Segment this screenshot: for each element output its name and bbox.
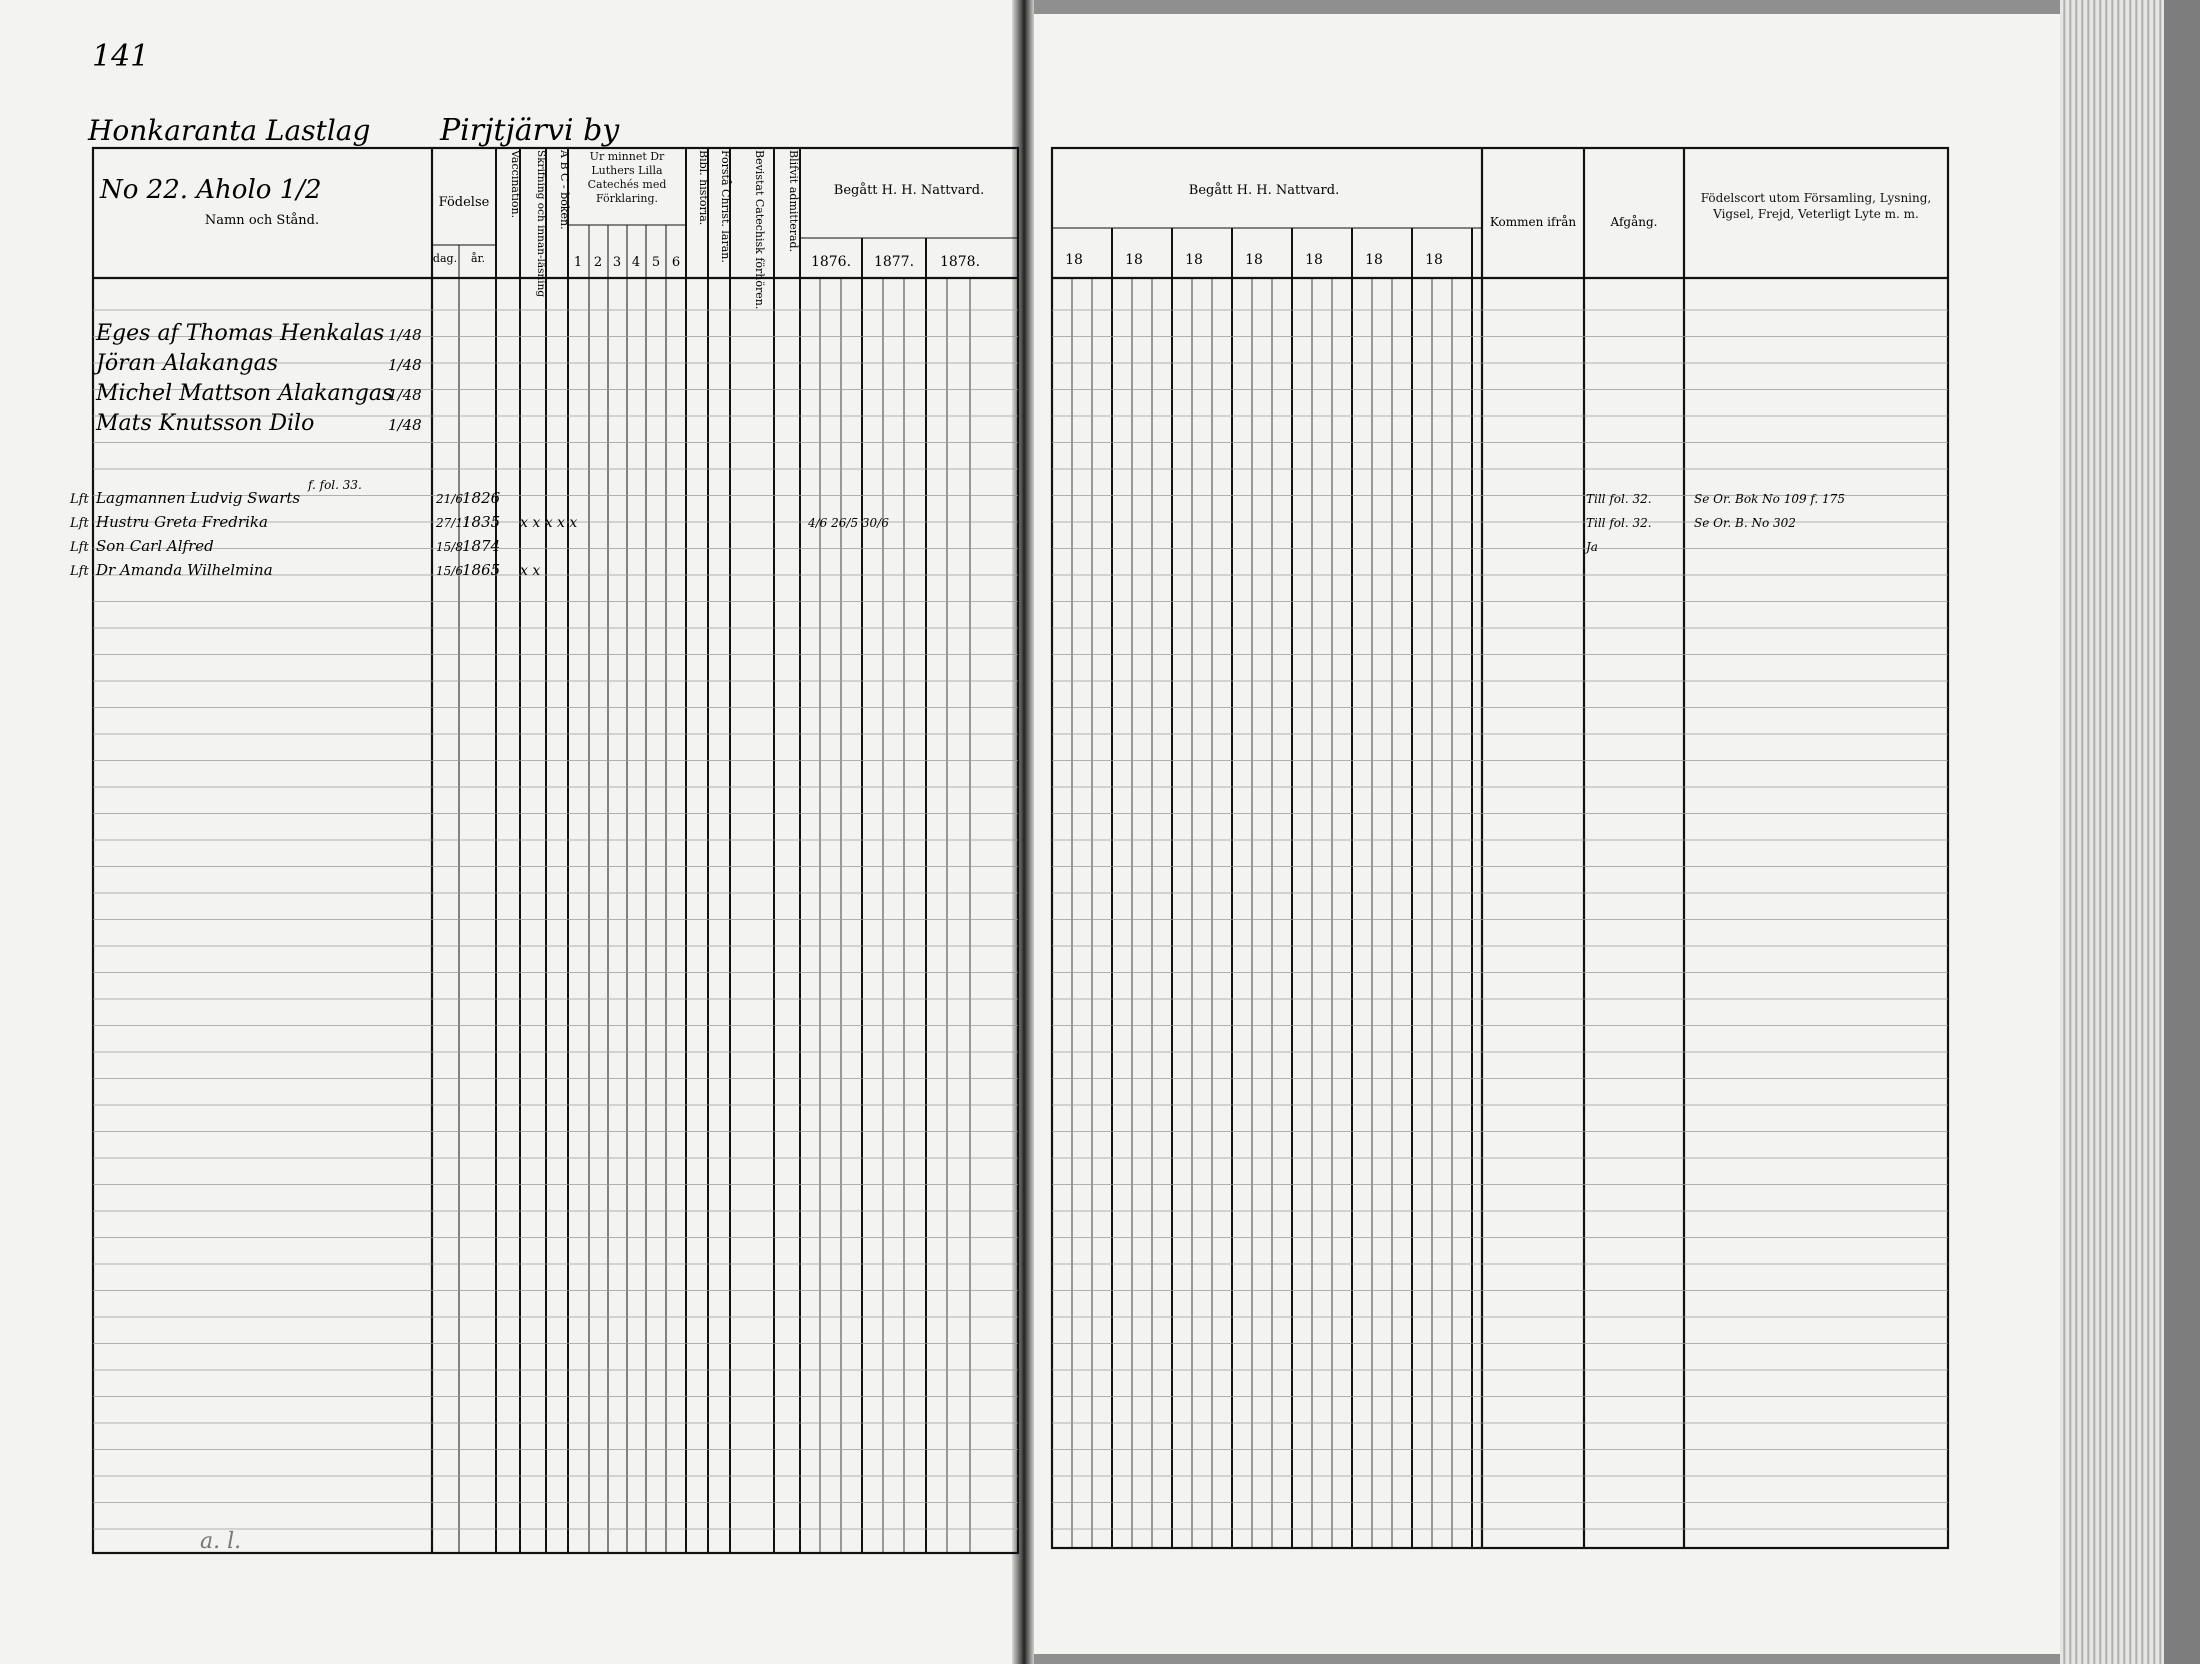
person-name: Hustru Greta Fredrika <box>96 513 268 531</box>
nattvard-years-right <box>1065 252 1443 268</box>
catechism-header-box <box>568 150 686 224</box>
nattvard-year-right: 18 <box>1245 252 1263 268</box>
owner-share: 1/48 <box>388 326 422 344</box>
page-number: 141 <box>92 39 150 74</box>
person-mark: Lft <box>70 540 89 555</box>
person-mark: Lft <box>70 492 89 507</box>
bevistat-header: Bevistat Catechisk förhören. <box>753 150 766 310</box>
catechism-number: 2 <box>593 255 603 270</box>
skrifning-header: Skrifning och innan-läsning <box>535 150 547 298</box>
forst-header: Förstå Christ. läran. <box>719 150 732 263</box>
person-birth-day: 15/6 <box>436 564 463 578</box>
person-nattvard: 4/6 26/5 30/6 <box>808 516 889 530</box>
person-birth-day: 15/8 <box>436 540 463 554</box>
nattvard-header-left: Begått H. H. Nattvard. <box>833 183 985 198</box>
owner-share: 1/48 <box>388 356 422 374</box>
owner-name: Eges af Thomas Henkalas <box>96 321 385 346</box>
person-certificate: Se Or. B. No 302 <box>1694 516 1796 530</box>
right-year-columns <box>1072 228 1472 1548</box>
abc-header: A B C - boken. <box>558 150 571 230</box>
fodelsecort-header-box <box>1688 190 1944 240</box>
nattvard-year-right: 18 <box>1185 252 1203 268</box>
owner-row <box>95 381 422 406</box>
nattvard-year-left: 1876. <box>810 254 852 270</box>
owner-share: 1/48 <box>388 386 422 404</box>
person-birth-year: 1874 <box>462 537 501 555</box>
blifvit-header: Blifvit admitterad. <box>787 150 800 253</box>
bibl-header: Bibl. historia. <box>697 150 710 226</box>
owner-row <box>95 411 422 436</box>
person-mark: Lft <box>70 516 89 531</box>
kommen-header: Kommen ifrån <box>1489 215 1577 229</box>
owner-row <box>95 321 422 346</box>
person-row <box>69 561 540 579</box>
catechism-header: Ur minnet Dr Luthers Lilla Catechés med Förklaring. <box>587 150 667 205</box>
person-afgang: Ja <box>1586 540 1598 554</box>
nattvard-year-left: 1878. <box>939 254 981 270</box>
village-name: Pirjtjärvi by <box>440 113 620 148</box>
right-table-frame <box>1052 148 1948 1548</box>
afgang-header: Afgång. <box>1610 215 1658 229</box>
owner-name: Mats Knutsson Dilo <box>96 411 315 436</box>
person-ticks: x x <box>520 563 541 579</box>
catechism-number: 4 <box>631 255 641 270</box>
persons-list <box>69 478 1845 579</box>
nattvard-year-right: 18 <box>1365 252 1383 268</box>
vaccination-header: Vaccination. <box>509 150 522 219</box>
owner-share: 1/48 <box>388 416 422 434</box>
dag-header: dag. <box>432 252 458 265</box>
person-row <box>69 478 1845 507</box>
nattvard-year-right: 18 <box>1425 252 1443 268</box>
person-row <box>69 537 1598 555</box>
name-column-header: Namn och Stånd. <box>204 213 320 228</box>
owners-list <box>92 321 422 436</box>
nattvard-year-right: 18 <box>1125 252 1143 268</box>
district-name: Honkaranta Lastlag <box>88 114 371 147</box>
catechism-number: 1 <box>573 255 583 270</box>
person-certificate: Se Or. Bok No 109 f. 175 <box>1694 492 1845 506</box>
ar-header: år. <box>470 252 486 265</box>
person-birth-day: 27/11 <box>436 516 471 530</box>
fodelse-header: Födelse <box>438 195 490 210</box>
person-birth-day: 21/6 <box>436 492 463 506</box>
person-afgang: Till fol. 32. <box>1586 516 1652 530</box>
nattvard-year-left: 1877. <box>873 254 915 270</box>
person-afgang: Till fol. 32. <box>1586 492 1652 506</box>
person-name: Lagmannen Ludvig Swarts <box>96 489 301 507</box>
owner-name: Michel Mattson Alakangas <box>96 381 394 406</box>
catechism-number: 3 <box>612 255 622 270</box>
household-label: No 22. Aholo 1/2 <box>100 175 322 205</box>
catechism-number: 6 <box>671 255 681 270</box>
catechism-number: 5 <box>651 255 661 270</box>
person-note: f. fol. 33. <box>308 478 362 492</box>
person-ticks: x x x x x <box>520 515 578 531</box>
nattvard-years-left <box>811 254 980 270</box>
person-birth-year: 1865 <box>462 561 501 579</box>
person-mark: Lft <box>70 564 89 579</box>
person-birth-year: 1835 <box>462 513 501 531</box>
owner-row <box>92 351 422 376</box>
fodelsecort-header: Födelscort utom Församling, Lysning, Vigsel, Frejd, Veterligt Lyte m. m. <box>1700 191 1932 221</box>
nattvard-year-right: 18 <box>1305 252 1323 268</box>
nattvard-year-right: 18 <box>1065 252 1083 268</box>
person-name: Son Carl Alfred <box>96 537 214 555</box>
nattvard-header-right: Begått H. H. Nattvard. <box>1188 183 1340 198</box>
person-name: Dr Amanda Wilhelmina <box>96 561 273 579</box>
person-birth-year: 1826 <box>462 489 501 507</box>
bottom-scribble: a. l. <box>200 1529 242 1554</box>
owner-name: Jöran Alakangas <box>96 351 279 376</box>
